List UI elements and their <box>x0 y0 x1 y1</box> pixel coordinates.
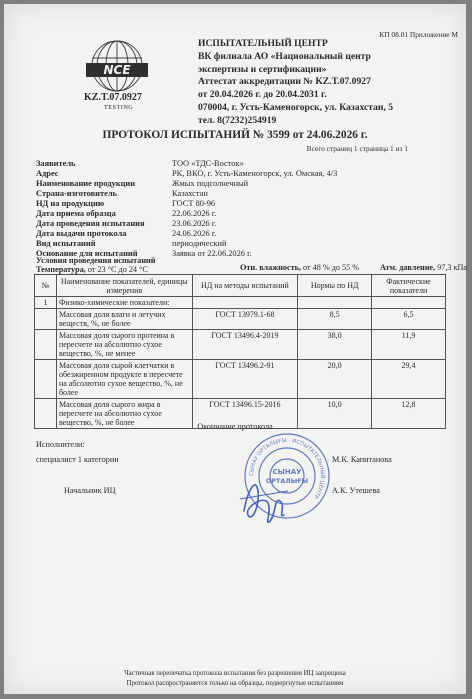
logo-sub: TESTING <box>104 104 134 111</box>
norm: 20,0 <box>298 360 372 399</box>
executor-name: М.К. Капитанова <box>332 455 392 464</box>
table-row <box>35 330 446 360</box>
field-label: Основание для испытаний <box>36 249 138 258</box>
actual-value: 29,4 <box>372 360 446 399</box>
field-label: Дата выдачи протокола <box>36 229 127 238</box>
head-name: А.К. Утешева <box>332 486 380 495</box>
section-title: Физико-химические показатели: <box>56 297 192 309</box>
stamp-ring-text: СЫНАУ ОРТАЛЫҒЫ · ИСПЫТАТЕЛЬНЫЙ ЦЕНТР <box>248 437 326 500</box>
results-table <box>34 274 446 429</box>
protocol-title: ПРОТОКОЛ ИСПЫТАНИЙ № 3599 от 24.06.2026 г. <box>102 129 368 141</box>
page-count: Всего страниц 1 страница 1 из 1 <box>306 144 408 153</box>
method: ГОСТ 13496.4-2019 <box>192 330 298 360</box>
org-line: ИСПЫТАТЕЛЬНЫЙ ЦЕНТР <box>198 38 328 49</box>
org-line: ВК филиала АО «Национальный центр <box>198 50 371 62</box>
field-value: РК, ВКО, г. Усть-Каменогорск, ул. Омская, 4/3 <box>172 169 338 178</box>
actual-value: 6,5 <box>372 309 446 330</box>
humidity <box>240 263 359 272</box>
actual-value: 11,9 <box>372 330 446 360</box>
field-label: Заявитель <box>36 159 76 168</box>
indicator-name: Массовая доля сырого протеина в пересчете на абсолютно сухое вещество, %, не менее <box>56 330 192 360</box>
logo-text: NCE <box>103 63 131 78</box>
field-label: Дата приема образца <box>36 209 116 218</box>
norm: 8,5 <box>298 309 372 330</box>
form-code: КП 08.01 Приложение М <box>379 30 458 39</box>
field-label: Адрес <box>36 169 59 178</box>
end-of-protocol: Окончание протокола <box>197 422 273 431</box>
org-line: тел. 8(7232)254919 <box>198 114 277 126</box>
column-header: № <box>35 275 57 297</box>
method: ГОСТ 13496.15-2016 <box>192 399 298 429</box>
column-header: Наименование показателей, единицы измерения <box>56 275 192 297</box>
method: ГОСТ 13979.1-68 <box>192 309 298 330</box>
field-value: ГОСТ 80-96 <box>172 199 216 208</box>
signature-icon <box>234 469 294 534</box>
humidity-label: Отн. влажность, <box>240 263 301 272</box>
column-header: Фактические показатели <box>372 275 446 297</box>
table-row <box>35 309 446 330</box>
field-value: 22.06.2026 г. <box>172 209 217 218</box>
actual-value: 12,8 <box>372 399 446 429</box>
indicator-name: Массовая доля сырой клетчатки в обезжиренном продукте в пересчете на абсолютно сухое вещество, %, не более <box>56 360 192 399</box>
org-line: 070004, г. Усть-Каменогорск, ул. Казахстан, 5 <box>198 101 394 113</box>
table-row <box>35 360 446 399</box>
temperature-value: от 23 °С до 24 °С <box>87 265 148 275</box>
executors-label: Исполнители: <box>36 440 85 449</box>
stamp-center-bottom: ОРТАЛЫҒЫ <box>265 477 309 485</box>
field-value: периодический <box>172 239 227 248</box>
executor-role: специалист 1 категории <box>36 455 119 464</box>
method: ГОСТ 13496.2-91 <box>192 360 298 399</box>
table-header-row <box>35 275 446 297</box>
norm: 10,0 <box>298 399 372 429</box>
stamp-center-top: СЫНАУ <box>272 468 302 476</box>
footer-note: Протокол распространяется только на образцы, подвергнутые испытаниям <box>126 680 344 687</box>
column-header: Нормы по НД <box>298 275 372 297</box>
column-header: НД на методы испытаний <box>192 275 298 297</box>
field-label: НД на продукцию <box>36 199 105 208</box>
logo-code: KZ.T.07.0927 <box>84 92 142 103</box>
humidity-value: от 48 % до 55 % <box>303 263 360 272</box>
field-label: Дата проведения испытания <box>36 219 145 228</box>
field-value: 23.06.2026 г. <box>172 219 217 228</box>
indicator-name: Массовая доля влаги и летучих веществ, %, не более <box>56 309 192 330</box>
field-label: Вид испытаний <box>36 239 96 248</box>
pressure <box>380 263 467 272</box>
org-line: Аттестат аккредитации № KZ.T.07.0927 <box>198 76 371 88</box>
temperature-label: Температура, <box>36 265 86 275</box>
org-line: от 20.04.2026 г. до 20.04.2031 г. <box>198 89 327 101</box>
test-conditions <box>36 256 155 274</box>
field-value: Жмых подсолнечный <box>172 179 249 188</box>
norm: 38,0 <box>298 330 372 360</box>
pressure-value: 97,3 кПа <box>437 263 468 272</box>
indicator-name: Массовая доля сырого жира в пересчете на абсолютно сухое вещество, %, не более <box>56 399 192 429</box>
organization-header <box>198 38 460 128</box>
field-value: Заявка от 22.06.2026 г. <box>172 249 252 258</box>
field-label: Наименование продукции <box>36 179 136 188</box>
field-label: Страна-изготовитель <box>36 189 117 198</box>
protocol-sheet <box>4 4 466 694</box>
conditions-label: Условия проведения испытаний <box>36 256 156 265</box>
field-value: ТОО «ТДС-Восток» <box>172 159 244 168</box>
field-value: 24.06.2026 г. <box>172 229 217 238</box>
org-line: экспертизы и сертификации» <box>198 63 327 75</box>
pressure-label: Атм. давление, <box>380 263 436 272</box>
head-label: Начальник ИЦ <box>64 486 116 495</box>
field-value: Казахстан <box>172 189 208 198</box>
table-section-row <box>35 297 446 309</box>
section-number: 1 <box>35 297 57 309</box>
footer-note: Частичная перепечатка протокола испытания без разрешения ИЦ запрещена <box>124 670 346 677</box>
